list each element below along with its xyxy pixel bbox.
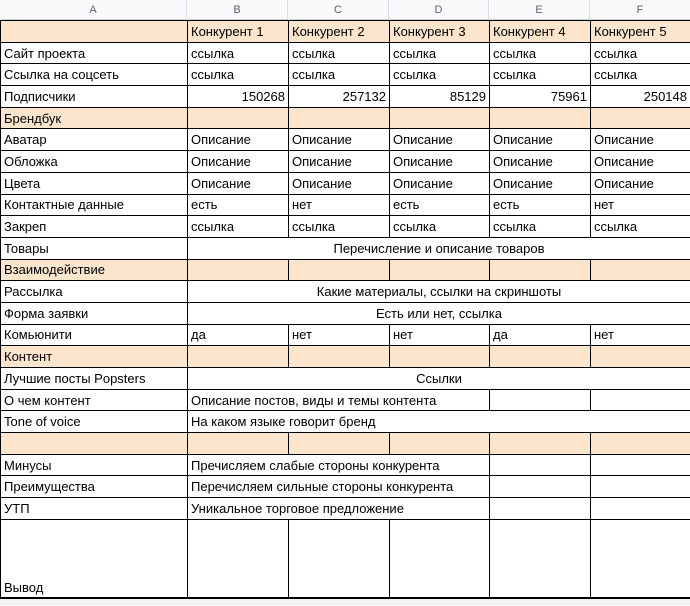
cell-site-c[interactable]: ссылка <box>289 42 390 64</box>
cell-spacer-b[interactable] <box>188 433 289 455</box>
cell-avatar-e[interactable]: Описание <box>490 129 591 151</box>
cell-application-form-a[interactable]: Форма заявки <box>1 302 188 324</box>
cell-contact-data-f[interactable]: нет <box>591 194 690 216</box>
cell-spacer-a[interactable] <box>1 433 188 455</box>
cell-cover-a[interactable]: Обложка <box>1 151 188 173</box>
cell-interaction-f[interactable] <box>591 259 690 281</box>
cell-newsletter-a[interactable]: Рассылка <box>1 281 188 303</box>
row-products <box>1 237 690 259</box>
cell-usp-f[interactable] <box>591 498 690 520</box>
row-content-topics <box>1 389 690 411</box>
cell-brandbook-c[interactable] <box>289 107 390 129</box>
cell-pros-f[interactable] <box>591 476 690 498</box>
cell-pros-a[interactable]: Преимущества <box>1 476 188 498</box>
row-community <box>1 324 690 346</box>
column-header-f[interactable]: F <box>636 3 644 16</box>
cell-interaction-b[interactable] <box>188 259 289 281</box>
cell-products-a[interactable]: Товары <box>1 237 188 259</box>
cell-best-posts-popsters-a[interactable]: Лучшие посты Popsters <box>1 368 188 390</box>
cell-avatar-d[interactable]: Описание <box>390 129 490 151</box>
row-brandbook <box>1 107 690 129</box>
cell-site-b[interactable]: ссылка <box>188 42 289 64</box>
cell-spacer-e[interactable] <box>490 433 591 455</box>
cell-community-b[interactable]: да <box>188 324 289 346</box>
row-best-posts-popsters <box>1 368 690 390</box>
cell-social-link-a[interactable]: Ссылка на соцсеть <box>1 64 188 86</box>
cell-content-topics-a[interactable]: О чем контент <box>1 389 188 411</box>
row-content <box>1 346 690 368</box>
cell-pinned-post-c[interactable]: ссылка <box>289 216 390 238</box>
cell-spacer-f[interactable] <box>591 433 690 455</box>
cell-cover-d[interactable]: Описание <box>390 151 490 173</box>
cell-community-e[interactable]: да <box>490 324 591 346</box>
cell-subscribers-e[interactable]: 75961 <box>490 86 591 108</box>
column-header-c[interactable]: C <box>288 0 389 19</box>
cell-colors-d[interactable]: Описание <box>390 172 490 194</box>
cell-social-link-b[interactable]: ссылка <box>188 64 289 86</box>
cell-contact-data-e[interactable]: есть <box>490 194 591 216</box>
cell-cons-a[interactable]: Минусы <box>1 454 188 476</box>
cell-content-topics-b[interactable]: Описание постов, виды и темы контента <box>188 389 490 411</box>
cell-subscribers-a[interactable]: Подписчики <box>1 86 188 108</box>
cell-social-link-c[interactable]: ссылка <box>289 64 390 86</box>
cell-competitors-d[interactable]: Конкурент 3 <box>390 21 490 43</box>
cell-content-f[interactable] <box>591 346 690 368</box>
row-tone-of-voice <box>1 411 690 433</box>
cell-conclusion-b[interactable] <box>188 519 289 598</box>
column-header-e[interactable]: E <box>489 0 590 19</box>
cell-competitors-f[interactable]: Конкурент 5 <box>591 21 690 43</box>
cell-usp-a[interactable]: УТП <box>1 498 188 520</box>
cell-cover-f[interactable]: Описание <box>591 151 690 173</box>
row-contact-data <box>1 194 690 216</box>
cell-pinned-post-d[interactable]: ссылка <box>390 216 490 238</box>
cell-content-c[interactable] <box>289 346 390 368</box>
cell-colors-f[interactable]: Описание <box>591 172 690 194</box>
cell-cover-b[interactable]: Описание <box>188 151 289 173</box>
row-social-link <box>1 64 690 86</box>
cell-content-topics-f[interactable] <box>591 389 690 411</box>
cell-newsletter-b[interactable]: Какие материалы, ссылки на скриншоты <box>188 281 690 303</box>
cell-subscribers-b[interactable]: 150268 <box>188 86 289 108</box>
cell-cons-f[interactable] <box>591 454 690 476</box>
cell-avatar-b[interactable]: Описание <box>188 129 289 151</box>
cell-conclusion-f[interactable] <box>591 519 690 598</box>
cell-colors-c[interactable]: Описание <box>289 172 390 194</box>
cell-content-e[interactable] <box>490 346 591 368</box>
cell-usp-e[interactable] <box>490 498 591 520</box>
cell-pinned-post-f[interactable]: ссылка <box>591 216 690 238</box>
cell-brandbook-b[interactable] <box>188 107 289 129</box>
row-usp <box>1 498 690 520</box>
cell-community-c[interactable]: нет <box>289 324 390 346</box>
cell-brandbook-e[interactable] <box>490 107 591 129</box>
cell-community-a[interactable]: Комьюнити <box>1 324 188 346</box>
cell-pinned-post-e[interactable]: ссылка <box>490 216 591 238</box>
column-header-a[interactable]: A <box>0 0 187 19</box>
cell-avatar-a[interactable]: Аватар <box>1 129 188 151</box>
cell-cover-c[interactable]: Описание <box>289 151 390 173</box>
cell-contact-data-a[interactable]: Контактные данные <box>1 194 188 216</box>
cell-brandbook-f[interactable] <box>591 107 690 129</box>
cell-conclusion-a[interactable]: Вывод <box>1 519 188 598</box>
column-header-strip <box>0 0 690 20</box>
cell-best-posts-popsters-b[interactable]: Ссылки <box>188 368 690 390</box>
cell-competitors-b[interactable]: Конкурент 1 <box>188 21 289 43</box>
column-header-b[interactable]: B <box>187 0 288 19</box>
row-colors <box>1 172 690 194</box>
cell-cons-b[interactable]: Пречисляем слабые стороны конкурента <box>188 454 490 476</box>
cell-content-topics-e[interactable] <box>490 389 591 411</box>
cell-conclusion-e[interactable] <box>490 519 591 598</box>
cell-community-d[interactable]: нет <box>390 324 490 346</box>
cell-interaction-e[interactable] <box>490 259 591 281</box>
cell-pinned-post-b[interactable]: ссылка <box>188 216 289 238</box>
cell-cover-e[interactable]: Описание <box>490 151 591 173</box>
cell-content-d[interactable] <box>390 346 490 368</box>
cell-pros-e[interactable] <box>490 476 591 498</box>
row-avatar <box>1 129 690 151</box>
cell-pros-b[interactable]: Перечисляем сильные стороны конкурента <box>188 476 490 498</box>
cell-site-d[interactable]: ссылка <box>390 42 490 64</box>
cell-social-link-d[interactable]: ссылка <box>390 64 490 86</box>
column-header-d[interactable]: D <box>389 0 489 19</box>
cell-cons-e[interactable] <box>490 454 591 476</box>
cell-products-b[interactable]: Перечисление и описание товаров <box>188 237 690 259</box>
cell-brandbook-a[interactable]: Брендбук <box>1 107 188 129</box>
cell-site-a[interactable]: Сайт проекта <box>1 42 188 64</box>
cell-colors-b[interactable]: Описание <box>188 172 289 194</box>
cell-subscribers-d[interactable]: 85129 <box>390 86 490 108</box>
row-cons <box>1 454 690 476</box>
cell-avatar-f[interactable]: Описание <box>591 129 690 151</box>
cell-usp-b[interactable]: Уникальное торговое предложение <box>188 498 490 520</box>
cell-colors-a[interactable]: Цвета <box>1 172 188 194</box>
cell-contact-data-b[interactable]: есть <box>188 194 289 216</box>
spreadsheet-grid <box>0 20 690 599</box>
cell-tone-of-voice-a[interactable]: Tone of voice <box>1 411 188 433</box>
cell-site-e[interactable]: ссылка <box>490 42 591 64</box>
cell-competitors-e[interactable]: Конкурент 4 <box>490 21 591 43</box>
cell-competitors-a[interactable] <box>1 21 188 43</box>
cell-avatar-c[interactable]: Описание <box>289 129 390 151</box>
cell-spacer-c[interactable] <box>289 433 390 455</box>
cell-conclusion-d[interactable] <box>390 519 490 598</box>
row-spacer <box>1 433 690 455</box>
cell-brandbook-d[interactable] <box>390 107 490 129</box>
cell-subscribers-c[interactable]: 257132 <box>289 86 390 108</box>
cell-social-link-e[interactable]: ссылка <box>490 64 591 86</box>
cell-contact-data-c[interactable]: нет <box>289 194 390 216</box>
row-site <box>1 42 690 64</box>
cell-site-f[interactable]: ссылка <box>591 42 690 64</box>
cell-competitors-c[interactable]: Конкурент 2 <box>289 21 390 43</box>
cell-interaction-c[interactable] <box>289 259 390 281</box>
row-pros <box>1 476 690 498</box>
cell-content-a[interactable]: Контент <box>1 346 188 368</box>
cell-pinned-post-a[interactable]: Закреп <box>1 216 188 238</box>
row-interaction <box>1 259 690 281</box>
bottom-gutter <box>0 599 690 605</box>
row-conclusion <box>1 519 690 598</box>
cell-subscribers-f[interactable]: 250148 <box>591 86 690 108</box>
cell-content-b[interactable] <box>188 346 289 368</box>
row-newsletter <box>1 281 690 303</box>
row-application-form <box>1 302 690 324</box>
cell-community-f[interactable]: нет <box>591 324 690 346</box>
cell-interaction-a[interactable]: Взаимодействие <box>1 259 188 281</box>
row-competitors <box>1 21 690 43</box>
cell-application-form-b[interactable]: Есть или нет, ссылка <box>188 302 690 324</box>
cell-colors-e[interactable]: Описание <box>490 172 591 194</box>
row-subscribers <box>1 86 690 108</box>
cell-social-link-f[interactable]: ссылка <box>591 64 690 86</box>
cell-interaction-d[interactable] <box>390 259 490 281</box>
row-pinned-post <box>1 216 690 238</box>
row-cover <box>1 151 690 173</box>
cell-tone-of-voice-b[interactable]: На каком языке говорит бренд <box>188 411 690 433</box>
cell-conclusion-c[interactable] <box>289 519 390 598</box>
cell-spacer-d[interactable] <box>390 433 490 455</box>
cell-contact-data-d[interactable]: есть <box>390 194 490 216</box>
